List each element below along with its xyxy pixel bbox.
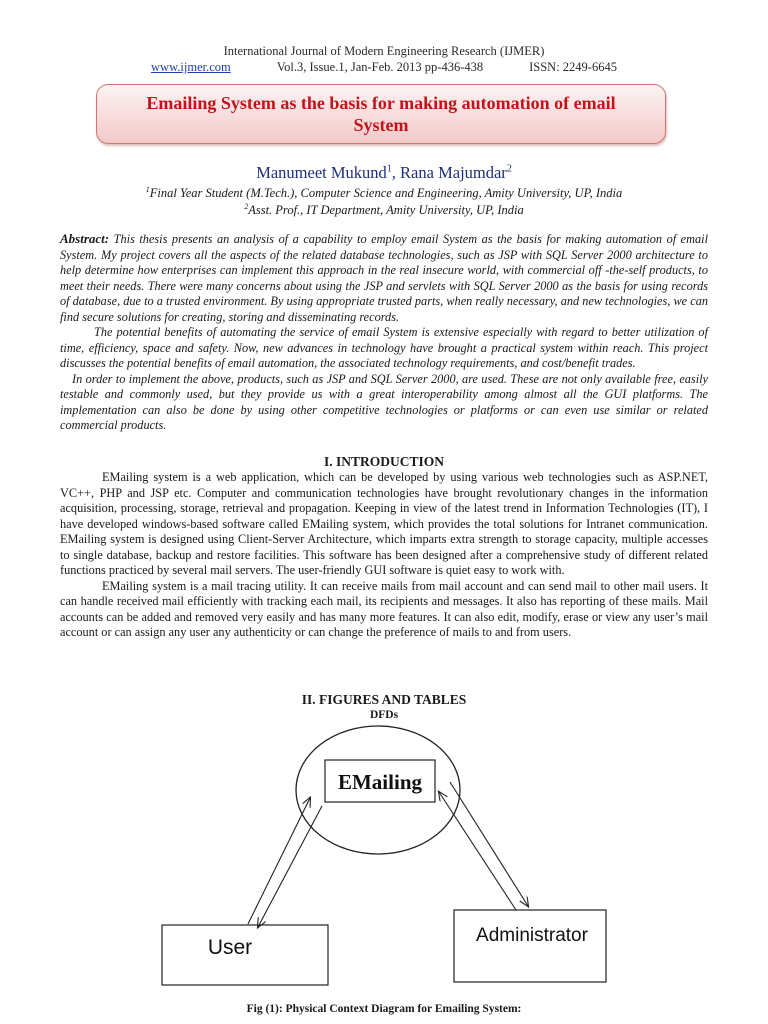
administrator-entity-box (454, 910, 606, 982)
affiliation-1 (0, 185, 768, 201)
context-diagram-svg (150, 720, 610, 1000)
section-heading-figures: II. FIGURES AND TABLES (301, 692, 467, 707)
paper-title-line-2: System (353, 115, 409, 135)
abstract-colon: : (104, 231, 110, 246)
administrator-entity-label: Administrator (476, 925, 588, 946)
affiliation-2 (0, 202, 768, 218)
abstract-block (60, 231, 708, 434)
emailing-to-admin-arrow (450, 782, 528, 906)
introduction-paragraph-1: EMailing system is a web application, which can be developed by using various web technologies such as ASP.NET, VC++, PHP and JSP etc. Computer and communication technologies have brought revolutionary changes in the information acquisition, processing, storage, retrieval and propagation. Keeping in view of the latest trend in Information Technologies (IT), I have developed windows-based software called EMailing system, which provides the total solutions for Intranet communication. EMailing system is designed using Client-Server Architecture, which imparts extra strength to storage capacity, multiple accesses to single database, backup and restore facilities. This software has been designed after a comprehensive study of different related functions practiced by several mail servers. The user-friendly GUI software is quiet easy to work with. (60, 470, 708, 577)
affiliation-2-text: Asst. Prof., IT Department, Amity University, UP, India (248, 203, 524, 218)
journal-volume: Vol.3, Issue.1, Jan-Feb. 2013 pp-436-438 (276, 60, 484, 74)
user-entity-label: User (207, 936, 253, 959)
author-2-sup: 2 (506, 163, 512, 175)
abstract-text-1: This thesis presents an analysis of a capability to employ email System as the basis for making automation of email System. My project covers all the aspects of the related database technologies, such as JSP with SQL Server 2000 architecture to help determine how enterprises can implement this approach in the real insecure world, with commercial off -the-self products, to meet their needs. There were many concerns about using the JSP and servlets with SQL Server 2000 as the basis for using records of database, due to a trusted environment. By using appropriate trusted parts, when really necessary, and new technologies, we can find secure solutions for creating, storing and disseminating records. (60, 232, 708, 324)
abstract-label: Abstract (60, 231, 105, 246)
paper-title-box (96, 84, 666, 144)
abstract-paragraph-3: In order to implement the above, products, such as JSP and SQL Server 2000, are used. These are not only available free, easily testable and commonly used, but they provide us with a great interoperability among almost all the GUI platforms. The implementation can also be done by using other competitive technologies or platforms or can even use similar or related commercial products. (60, 371, 708, 432)
author-1: Manumeet Mukund (256, 163, 387, 182)
journal-url-link[interactable]: www.ijmer.com (151, 60, 231, 74)
author-separator: , (391, 163, 401, 182)
affiliation-1-text: Final Year Student (M.Tech.), Computer Science and Engineering, Amity University, UP, India (149, 186, 623, 201)
author-2: Rana Majumdar (400, 163, 507, 182)
emailing-process-label: EMailing (337, 770, 423, 794)
abstract-paragraph-2: The potential benefits of automating the service of email System is extensive especially with regard to better utilization of time, efficiency, space and safety. Now, new advances in technology have brought a practical system within reach. This project discusses the potential benefits of email automation, the associated technology requirements, and cost/benefit trades. (60, 325, 708, 370)
journal-meta-line (0, 60, 768, 75)
figure-caption: Fig (1): Physical Context Diagram for Emailing System: (246, 1003, 522, 1015)
introduction-body (60, 470, 708, 641)
paper-title-line-1: Emailing System as the basis for making automation of email (146, 93, 616, 113)
section-heading-introduction: I. INTRODUCTION (323, 454, 445, 469)
emailing-to-user-arrow (258, 806, 322, 927)
journal-name: International Journal of Modern Engineering Research (IJMER) (223, 44, 545, 58)
journal-issn: ISSN: 2249-6645 (529, 60, 617, 74)
user-to-emailing-arrow (248, 798, 310, 924)
admin-to-emailing-arrow (439, 792, 516, 910)
affiliation-1-sup: 1 (145, 185, 150, 194)
affiliation-2-sup: 2 (244, 202, 249, 211)
context-diagram (150, 720, 610, 1000)
dfd-subheading: DFDs (369, 709, 399, 721)
author-1-sup: 1 (386, 163, 392, 175)
author-line (0, 163, 768, 183)
introduction-paragraph-2: EMailing system is a mail tracing utility. It can receive mails from mail account and can send mail to other mail users. It can handle received mail efficiently with tracking each mail, its recipients and messages. It also has reporting of these mails. Mail accounts can be added and removed very easily and has many more features. It can also edit, modify, erase or view any user’s mail account or can assign any user any authenticity or can change the preference of mails to and from users. (60, 578, 708, 639)
abstract-paragraph-1 (60, 231, 708, 325)
